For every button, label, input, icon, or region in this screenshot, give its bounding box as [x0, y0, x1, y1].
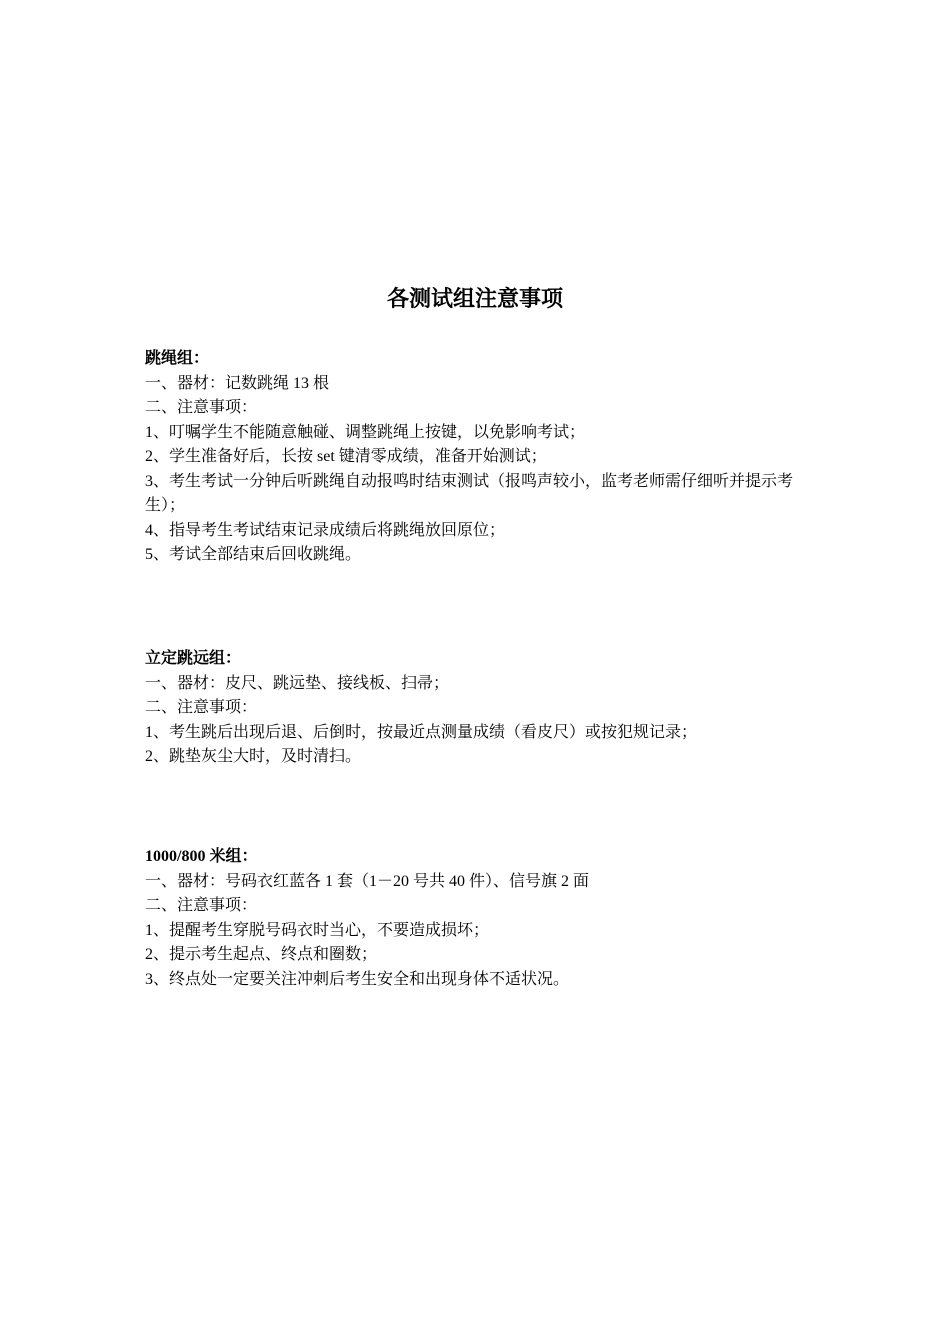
section-1000-800-run: [145, 845, 825, 992]
notes-heading-line: 二、注意事项：: [145, 399, 258, 416]
section-heading: 跳绳组：: [145, 350, 210, 367]
notes-heading-line: 二、注意事项：: [145, 897, 258, 914]
equipment-line: 一、器材：号码衣红蓝各 1 套（1－20 号共 40 件）、信号旗 2 面: [145, 872, 590, 890]
section-heading: 1000/800 米组：: [145, 848, 258, 865]
note-item: 1、考生跳后出现后退、后倒时，按最近点测量成绩（看皮尺）或按犯规记录；: [145, 723, 698, 741]
section-standing-long-jump: [145, 647, 825, 770]
note-item: 2、提示考生起点、终点和圈数；: [145, 946, 378, 963]
note-item: 3、终点处一定要关注冲刺后考生安全和出现身体不适状况。: [145, 970, 570, 988]
note-item: 2、学生准备好后，长按 set 键清零成绩，准备开始测试；: [145, 448, 547, 465]
section-heading: 立定跳远组：: [145, 650, 242, 667]
note-item: 1、提醒考生穿脱号码衣时当心，不要造成损坏；: [145, 921, 490, 939]
equipment-line: 一、器材：记数跳绳 13 根: [145, 374, 330, 392]
equipment-line: 一、器材：皮尺、跳远垫、接线板、扫帚；: [145, 674, 450, 692]
document-title: 各测试组注意事项: [386, 286, 563, 311]
notes-heading-line: 二、注意事项：: [145, 699, 258, 716]
section-jump-rope: [145, 347, 825, 568]
note-item: 4、指导考生考试结束记录成绩后将跳绳放回原位；: [145, 521, 506, 539]
note-item: 3、考生考试一分钟后听跳绳自动报鸣时结束测试（报鸣声较小，监考老师需仔细听并提示考生）；: [145, 472, 794, 514]
note-item: 2、跳垫灰尘大时，及时清扫。: [145, 748, 362, 765]
note-item: 1、叮嘱学生不能随意触碰、调整跳绳上按键，以免影响考试；: [145, 423, 586, 441]
note-item: 5、考试全部结束后回收跳绳。: [145, 546, 362, 563]
